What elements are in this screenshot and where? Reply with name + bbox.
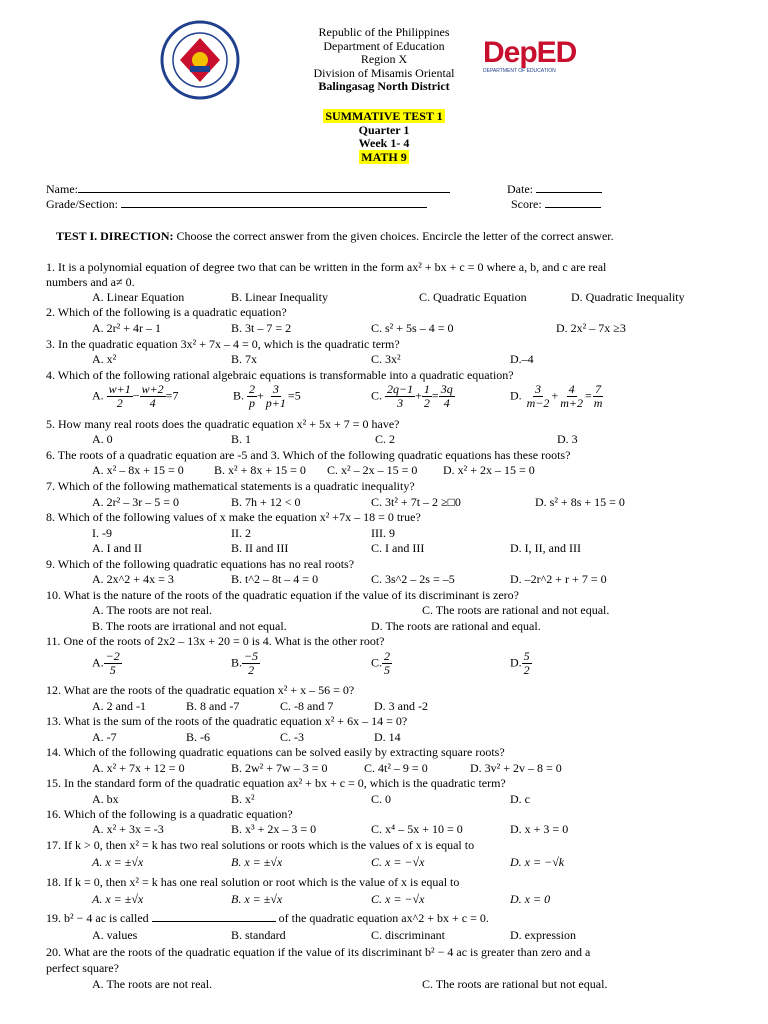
option[interactable]: A. bx bbox=[92, 792, 119, 806]
option[interactable]: A. x = ±√x bbox=[92, 892, 144, 906]
option[interactable]: B. x = ±√x bbox=[231, 855, 283, 869]
date-label: Date: bbox=[507, 182, 533, 196]
option[interactable]: D. 3v² + 2v – 8 = 0 bbox=[470, 761, 562, 775]
option[interactable]: C. 2 bbox=[375, 432, 396, 446]
option[interactable]: B. x² + 8x + 15 = 0 bbox=[214, 463, 306, 477]
option[interactable]: C. 3s^2 – 2s = –5 bbox=[371, 572, 455, 586]
date-field[interactable] bbox=[507, 182, 602, 196]
question-11: 11. One of the roots of 2x2 – 13x + 20 = 0 is 4. What is the other root? bbox=[46, 634, 385, 648]
direction-title: TEST I. DIRECTION: bbox=[56, 229, 174, 243]
roman-item: I. -9 bbox=[92, 526, 112, 540]
deped-seal-logo bbox=[160, 20, 240, 100]
score-label: Score: bbox=[511, 197, 542, 211]
question-12: 12. What are the roots of the quadratic equation x² + x – 56 = 0? bbox=[46, 683, 355, 697]
question-2: 2. Which of the following is a quadratic equation? bbox=[46, 305, 287, 319]
option[interactable]: A. Linear Equation bbox=[92, 290, 185, 304]
question-20: 20. What are the roots of the quadratic equation if the value of its discriminant b² − 4 ac is greater than zero and a bbox=[46, 945, 591, 959]
option[interactable]: D. $\frac{3}{m-2}$ + $\frac{4}{m+2}$ = $\frac{7}{m}$ bbox=[510, 382, 603, 410]
week: Week 1- 4 bbox=[358, 136, 410, 150]
option[interactable]: C. x² – 2x – 15 = 0 bbox=[327, 463, 418, 477]
test-title: SUMMATIVE TEST 1 bbox=[325, 109, 443, 123]
test-info bbox=[250, 110, 518, 164]
option[interactable]: C. The roots are rational but not equal. bbox=[422, 977, 608, 991]
option[interactable]: B. 2w² + 7w – 3 = 0 bbox=[231, 761, 328, 775]
option[interactable]: A. 2 and -1 bbox=[92, 699, 146, 713]
option[interactable]: B. $\frac{-5}{2}$ bbox=[231, 649, 259, 677]
option[interactable]: C. 3t² + 7t – 2 ≥□0 bbox=[371, 495, 461, 509]
option[interactable]: A. 2r² – 3r – 5 = 0 bbox=[92, 495, 180, 509]
option[interactable]: A. 0 bbox=[92, 432, 113, 446]
header-line: Division of Misamis Oriental bbox=[313, 65, 455, 80]
option[interactable]: A. I and II bbox=[92, 541, 142, 555]
score-field[interactable] bbox=[511, 197, 601, 211]
question-14: 14. Which of the following quadratic equations can be solved easily by extracting square roots? bbox=[46, 745, 505, 759]
question-16: 16. Which of the following is a quadratic equation? bbox=[46, 807, 293, 821]
option[interactable]: D. expression bbox=[510, 928, 576, 942]
blank-line[interactable] bbox=[152, 921, 276, 922]
option[interactable]: A. values bbox=[92, 928, 138, 942]
option[interactable]: D. 2x² – 7x ≥3 bbox=[556, 321, 626, 335]
deped-logo-text: DepED bbox=[483, 36, 577, 69]
question-13: 13. What is the sum of the roots of the quadratic equation x² + 6x – 14 = 0? bbox=[46, 714, 408, 728]
option[interactable]: C. 0 bbox=[371, 792, 392, 806]
option[interactable]: C. -8 and 7 bbox=[280, 699, 334, 713]
roman-item: II. 2 bbox=[231, 526, 251, 540]
option[interactable]: D. $\frac{5}{2}$ bbox=[510, 649, 530, 677]
option[interactable]: D. –2r^2 + r + 7 = 0 bbox=[510, 572, 607, 586]
option[interactable]: A. The roots are not real. bbox=[92, 977, 213, 991]
grade-section-field[interactable] bbox=[46, 197, 427, 211]
district-name: Balingasag North District bbox=[318, 79, 450, 93]
question-20-cont: perfect square? bbox=[46, 961, 119, 975]
option[interactable]: C. x = −√x bbox=[371, 855, 425, 869]
question-4: 4. Which of the following rational algebraic equations is transformable into a quadratic equation? bbox=[46, 368, 514, 382]
option[interactable]: B. x³ + 2x – 3 = 0 bbox=[231, 822, 317, 836]
option[interactable]: D. Quadratic Inequality bbox=[571, 290, 685, 304]
option[interactable]: A. x² bbox=[92, 352, 117, 366]
question-3: 3. In the quadratic equation 3x² + 7x – 4 = 0, which is the quadratic term? bbox=[46, 337, 400, 351]
option[interactable]: C. s² + 5s – 4 = 0 bbox=[371, 321, 454, 335]
option[interactable]: C. x⁴ – 5x + 10 = 0 bbox=[371, 822, 463, 836]
option[interactable]: A. x² + 7x + 12 = 0 bbox=[92, 761, 185, 775]
subject: MATH 9 bbox=[361, 149, 407, 164]
option[interactable]: B. 7x bbox=[231, 352, 258, 366]
option[interactable]: D. c bbox=[510, 792, 530, 806]
quarter: Quarter 1 bbox=[358, 122, 410, 137]
option[interactable]: C. discriminant bbox=[371, 928, 445, 942]
name-label: Name: bbox=[46, 182, 78, 196]
option[interactable]: C. x = −√x bbox=[371, 892, 425, 906]
question-1-cont: numbers and a≠ 0. bbox=[46, 275, 135, 289]
question-10: 10. What is the nature of the roots of the quadratic equation if the value of its discriminant is zero? bbox=[46, 588, 519, 602]
question-5: 5. How many real roots does the quadratic equation x² + 5x + 7 = 0 have? bbox=[46, 417, 400, 431]
option[interactable]: B. 1 bbox=[231, 432, 252, 446]
option[interactable]: C. $\frac{2}{5}$ bbox=[371, 649, 391, 677]
grade-section-label: Grade/Section: bbox=[46, 197, 118, 211]
header-line: Department of Education bbox=[323, 38, 445, 53]
option[interactable]: B. standard bbox=[231, 928, 286, 942]
question-8: 8. Which of the following values of x make the equation x² +7x – 18 = 0 true? bbox=[46, 510, 421, 524]
option[interactable]: B. The roots are irrational and not equal. bbox=[92, 619, 287, 633]
question-15: 15. In the standard form of the quadratic equation ax² + bx + c = 0, which is the quadratic term? bbox=[46, 776, 506, 790]
option[interactable]: C. -3 bbox=[280, 730, 304, 744]
question-1: 1. It is a polynomial equation of degree two that can be written in the form ax² + bx + c = 0 where a, b, and c are real bbox=[46, 260, 607, 274]
option[interactable]: B. 3t – 7 = 2 bbox=[231, 321, 292, 335]
option[interactable]: B. 7h + 12 < 0 bbox=[231, 495, 301, 509]
option[interactable]: A. -7 bbox=[92, 730, 117, 744]
option[interactable]: A. The roots are not real. bbox=[92, 603, 213, 617]
option[interactable]: B. $\frac{2}{p}$ + $\frac{3}{p+1}$ =5 bbox=[233, 382, 301, 410]
question-6: 6. The roots of a quadratic equation are -5 and 3. Which of the following quadratic equations has these roots? bbox=[46, 448, 571, 462]
option[interactable]: D. 14 bbox=[374, 730, 401, 744]
option[interactable]: C. $\frac{2q-1}{3}$ + $\frac{1}{2}$ = $\frac{3q}{4}$ bbox=[371, 382, 453, 410]
option[interactable]: A. $\frac{-2}{5}$ bbox=[92, 649, 120, 677]
option[interactable]: D. 3 and -2 bbox=[374, 699, 428, 713]
option[interactable]: C. Quadratic Equation bbox=[419, 290, 527, 304]
header-line: Region X bbox=[360, 52, 408, 66]
option[interactable]: B. x = ±√x bbox=[231, 892, 283, 906]
letterhead bbox=[250, 26, 518, 94]
option[interactable]: D. I, II, and III bbox=[510, 541, 581, 555]
option[interactable]: B. t^2 – 8t – 4 = 0 bbox=[231, 572, 319, 586]
option[interactable]: D. x = 0 bbox=[510, 892, 551, 906]
option[interactable]: C. I and III bbox=[371, 541, 425, 555]
option[interactable]: B. 8 and -7 bbox=[186, 699, 240, 713]
option[interactable]: A. $\frac{w+1}{2}$ − $\frac{w+2}{4}$ =7 bbox=[92, 382, 179, 410]
test-direction bbox=[56, 229, 614, 243]
header-line: Republic of the Philippines bbox=[318, 25, 450, 39]
option[interactable]: D. 3 bbox=[557, 432, 578, 446]
question-9: 9. Which of the following quadratic equations has no real roots? bbox=[46, 557, 355, 571]
option[interactable]: D. The roots are rational and equal. bbox=[371, 619, 541, 633]
option[interactable]: D. s² + 8s + 15 = 0 bbox=[535, 495, 625, 509]
option[interactable]: B. x² bbox=[231, 792, 255, 806]
option[interactable]: C. The roots are rational and not equal. bbox=[422, 603, 610, 617]
option[interactable]: A. 2x^2 + 4x = 3 bbox=[92, 572, 174, 586]
option[interactable]: C. 3x² bbox=[371, 352, 401, 366]
roman-item: III. 9 bbox=[371, 526, 395, 540]
option[interactable]: C. 4t² – 9 = 0 bbox=[364, 761, 428, 775]
question-19: 19. b² − 4 ac is called of the quadratic equation ax^2 + bx + c = 0. bbox=[46, 911, 489, 925]
option[interactable]: A. x² + 3x = -3 bbox=[92, 822, 164, 836]
option[interactable]: B. II and III bbox=[231, 541, 289, 555]
option[interactable]: B. Linear Inequality bbox=[231, 290, 328, 304]
question-18: 18. If k = 0, then x² = k has one real solution or root which is the value of x is equal to bbox=[46, 875, 460, 889]
direction-text: Choose the correct answer from the given choices. Encircle the letter of the correct answer. bbox=[176, 229, 614, 243]
option[interactable]: A. x² – 8x + 15 = 0 bbox=[92, 463, 184, 477]
option[interactable]: D. x = −√k bbox=[510, 855, 565, 869]
name-field[interactable] bbox=[46, 182, 450, 196]
question-7: 7. Which of the following mathematical statements is a quadratic inequality? bbox=[46, 479, 415, 493]
question-17: 17. If k > 0, then x² = k has two real solutions or roots which is the values of x is equal to bbox=[46, 838, 475, 852]
deped-logo-subtext: DEPARTMENT OF EDUCATION bbox=[483, 68, 556, 74]
option[interactable]: D. x² + 2x – 15 = 0 bbox=[443, 463, 535, 477]
option[interactable]: D.–4 bbox=[510, 352, 534, 366]
option[interactable]: A. x = ±√x bbox=[92, 855, 144, 869]
option[interactable]: B. -6 bbox=[186, 730, 210, 744]
option[interactable]: D. x + 3 = 0 bbox=[510, 822, 569, 836]
option[interactable]: A. 2r² + 4r – 1 bbox=[92, 321, 162, 335]
